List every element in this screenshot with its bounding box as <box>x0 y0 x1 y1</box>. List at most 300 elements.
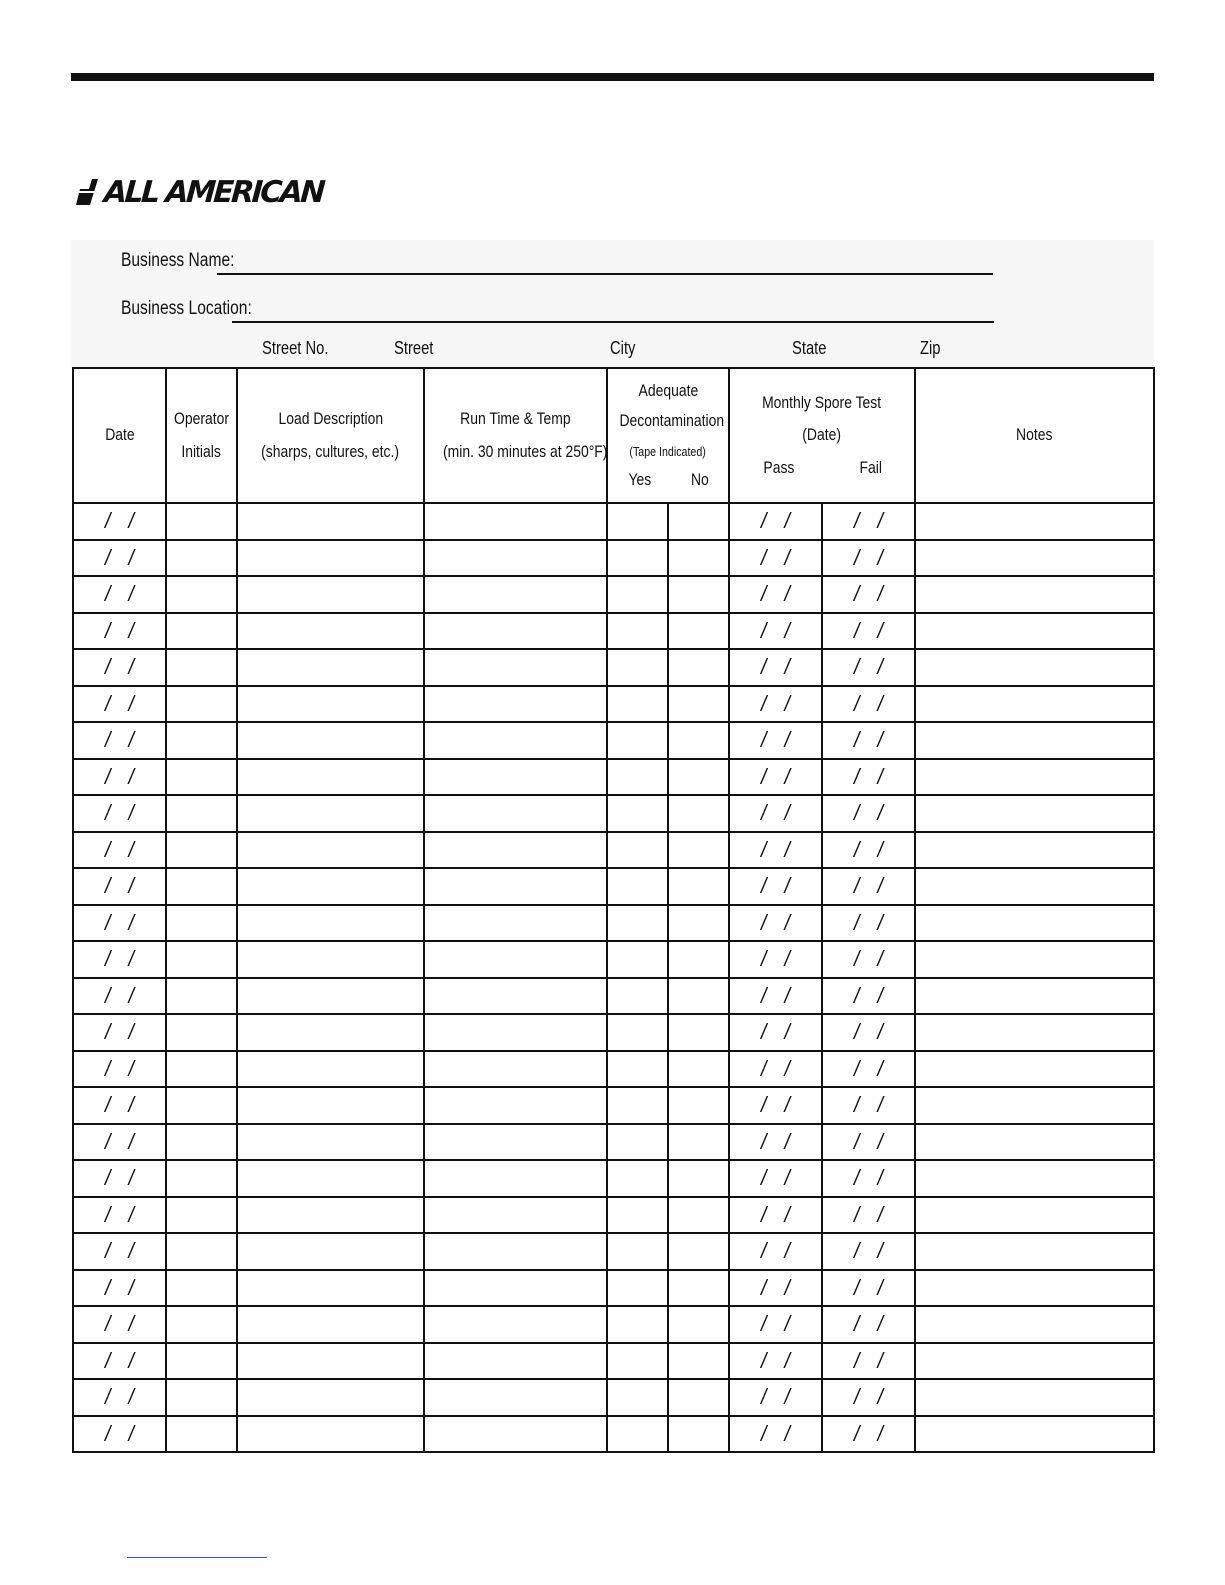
load-description-header: Load Description (sharps, cultures, etc.) <box>237 368 424 503</box>
load-description-cell[interactable] <box>237 613 424 650</box>
operator-cell[interactable] <box>166 1416 237 1453</box>
notes-cell[interactable] <box>915 540 1154 577</box>
date-slashes: / / <box>104 836 135 862</box>
load-description-cell[interactable] <box>237 1197 424 1234</box>
operator-cell[interactable] <box>166 1306 237 1343</box>
notes-cell[interactable] <box>915 978 1154 1015</box>
table-row <box>73 832 1154 869</box>
spore-fail-cell[interactable] <box>822 1087 915 1124</box>
spore-pass-cell[interactable] <box>729 1270 822 1307</box>
decon-no-cell[interactable] <box>668 941 729 978</box>
date-cell[interactable] <box>73 503 166 540</box>
operator-cell[interactable] <box>166 978 237 1015</box>
decon-yes-cell[interactable] <box>607 795 668 832</box>
decon-no-cell[interactable] <box>668 613 729 650</box>
load-description-cell[interactable] <box>237 832 424 869</box>
load-description-cell[interactable] <box>237 1416 424 1453</box>
run-time-cell[interactable] <box>424 540 607 577</box>
decon-no-cell[interactable] <box>668 1343 729 1380</box>
load-description-cell[interactable] <box>237 1379 424 1416</box>
load-description-cell[interactable] <box>237 905 424 942</box>
date-slashes: / / <box>854 581 884 607</box>
date-slashes: / / <box>761 946 791 972</box>
spore-fail-cell[interactable] <box>822 832 915 869</box>
decon-yes-cell[interactable] <box>607 978 668 1015</box>
load-description-cell[interactable] <box>237 941 424 978</box>
date-cell[interactable] <box>73 1343 166 1380</box>
spore-fail-cell[interactable] <box>822 649 915 686</box>
date-cell[interactable] <box>73 832 166 869</box>
load-description-cell[interactable] <box>237 686 424 723</box>
decon-yes-cell[interactable] <box>607 941 668 978</box>
decon-no-cell[interactable] <box>668 1416 729 1453</box>
notes-cell[interactable] <box>915 795 1154 832</box>
operator-cell[interactable] <box>166 905 237 942</box>
load-description-cell[interactable] <box>237 1160 424 1197</box>
run-time-cell[interactable] <box>424 1343 607 1380</box>
spore-fail-cell[interactable] <box>822 905 915 942</box>
spore-pass-cell[interactable] <box>729 1306 822 1343</box>
operator-cell[interactable] <box>166 1124 237 1161</box>
spore-fail-cell[interactable] <box>822 795 915 832</box>
spore-fail-cell[interactable] <box>822 722 915 759</box>
load-description-cell[interactable] <box>237 795 424 832</box>
run-time-cell[interactable] <box>424 868 607 905</box>
footer-link-underline <box>127 1557 267 1558</box>
date-slashes: / / <box>761 581 791 607</box>
spore-fail-cell[interactable] <box>822 1124 915 1161</box>
spore-pass-cell[interactable] <box>729 978 822 1015</box>
date-slashes: / / <box>104 800 135 826</box>
date-cell[interactable] <box>73 905 166 942</box>
load-description-cell[interactable] <box>237 722 424 759</box>
run-time-cell[interactable] <box>424 503 607 540</box>
decon-no-cell[interactable] <box>668 503 729 540</box>
decon-no-cell[interactable] <box>668 1051 729 1088</box>
date-slashes: / / <box>854 1019 884 1045</box>
run-time-cell[interactable] <box>424 722 607 759</box>
spore-pass-cell[interactable] <box>729 1197 822 1234</box>
decon-no-cell[interactable] <box>668 686 729 723</box>
decontamination-header: Adequate Decontamination (Tape Indicated) Yes No <box>607 368 729 503</box>
spore-pass-cell[interactable] <box>729 1416 822 1453</box>
run-time-cell[interactable] <box>424 905 607 942</box>
decon-yes-cell[interactable] <box>607 832 668 869</box>
operator-cell[interactable] <box>166 613 237 650</box>
notes-cell[interactable] <box>915 686 1154 723</box>
run-time-cell[interactable] <box>424 795 607 832</box>
decon-yes-cell[interactable] <box>607 1379 668 1416</box>
date-slashes: / / <box>761 508 791 534</box>
load-description-cell[interactable] <box>237 1051 424 1088</box>
decon-no-cell[interactable] <box>668 759 729 796</box>
spore-pass-cell[interactable] <box>729 1379 822 1416</box>
business-name-field[interactable] <box>217 273 993 275</box>
date-cell[interactable] <box>73 795 166 832</box>
operator-cell[interactable] <box>166 1343 237 1380</box>
date-cell[interactable] <box>73 649 166 686</box>
run-time-cell[interactable] <box>424 576 607 613</box>
run-time-cell[interactable] <box>424 649 607 686</box>
decon-yes-cell[interactable] <box>607 1306 668 1343</box>
date-slashes: / / <box>104 581 135 607</box>
date-slashes: / / <box>761 1384 791 1410</box>
spore-pass-cell[interactable] <box>729 1233 822 1270</box>
notes-cell[interactable] <box>915 1197 1154 1234</box>
load-description-cell[interactable] <box>237 1343 424 1380</box>
date-cell[interactable] <box>73 1416 166 1453</box>
date-slashes: / / <box>104 1420 135 1446</box>
notes-cell[interactable] <box>915 868 1154 905</box>
operator-cell[interactable] <box>166 576 237 613</box>
spore-pass-cell[interactable] <box>729 576 822 613</box>
decon-no-cell[interactable] <box>668 649 729 686</box>
date-cell[interactable] <box>73 1306 166 1343</box>
spore-fail-cell[interactable] <box>822 1233 915 1270</box>
operator-cell[interactable] <box>166 941 237 978</box>
date-cell[interactable] <box>73 722 166 759</box>
operator-cell[interactable] <box>166 540 237 577</box>
operator-cell[interactable] <box>166 1087 237 1124</box>
date-slashes: / / <box>104 982 135 1008</box>
table-row <box>73 1416 1154 1453</box>
notes-cell[interactable] <box>915 503 1154 540</box>
street-no-label: Street No. <box>262 338 329 358</box>
date-slashes: / / <box>104 617 135 643</box>
run-time-cell[interactable] <box>424 1379 607 1416</box>
notes-cell[interactable] <box>915 1343 1154 1380</box>
date-cell[interactable] <box>73 1197 166 1234</box>
date-slashes: / / <box>761 800 791 826</box>
decon-no-cell[interactable] <box>668 1270 729 1307</box>
notes-cell[interactable] <box>915 1306 1154 1343</box>
decon-no-cell[interactable] <box>668 1124 729 1161</box>
operator-cell[interactable] <box>166 1197 237 1234</box>
decon-yes-cell[interactable] <box>607 1014 668 1051</box>
spore-pass-cell[interactable] <box>729 1343 822 1380</box>
run-time-cell[interactable] <box>424 1014 607 1051</box>
load-description-cell[interactable] <box>237 1014 424 1051</box>
spore-fail-cell[interactable] <box>822 1379 915 1416</box>
decon-no-cell[interactable] <box>668 1014 729 1051</box>
decon-yes-cell[interactable] <box>607 759 668 796</box>
table-row <box>73 795 1154 832</box>
decon-yes-cell[interactable] <box>607 1124 668 1161</box>
date-cell[interactable] <box>73 941 166 978</box>
table-row <box>73 1087 1154 1124</box>
run-time-cell[interactable] <box>424 1233 607 1270</box>
load-description-cell[interactable] <box>237 1087 424 1124</box>
decon-yes-cell[interactable] <box>607 1270 668 1307</box>
date-slashes: / / <box>104 1311 135 1337</box>
date-cell[interactable] <box>73 613 166 650</box>
load-description-cell[interactable] <box>237 503 424 540</box>
date-cell[interactable] <box>73 1014 166 1051</box>
date-slashes: / / <box>854 873 884 899</box>
date-cell[interactable] <box>73 1270 166 1307</box>
operator-cell[interactable] <box>166 868 237 905</box>
spore-pass-cell[interactable] <box>729 540 822 577</box>
spore-pass-cell[interactable] <box>729 868 822 905</box>
operator-cell[interactable] <box>166 686 237 723</box>
run-time-cell[interactable] <box>424 1051 607 1088</box>
operator-cell[interactable] <box>166 503 237 540</box>
spore-fail-cell[interactable] <box>822 978 915 1015</box>
date-slashes: / / <box>761 690 791 716</box>
decon-yes-cell[interactable] <box>607 503 668 540</box>
operator-cell[interactable] <box>166 1051 237 1088</box>
table-row <box>73 1270 1154 1307</box>
run-time-cell[interactable] <box>424 1306 607 1343</box>
run-time-cell[interactable] <box>424 1160 607 1197</box>
decon-yes-cell[interactable] <box>607 868 668 905</box>
notes-cell[interactable] <box>915 1051 1154 1088</box>
decon-no-cell[interactable] <box>668 1087 729 1124</box>
date-slashes: / / <box>854 544 884 570</box>
spore-fail-cell[interactable] <box>822 1416 915 1453</box>
date-cell[interactable] <box>73 1051 166 1088</box>
load-description-cell[interactable] <box>237 1270 424 1307</box>
date-cell[interactable] <box>73 1379 166 1416</box>
spore-fail-cell[interactable] <box>822 1270 915 1307</box>
load-description-cell[interactable] <box>237 1306 424 1343</box>
spore-pass-cell[interactable] <box>729 1051 822 1088</box>
date-slashes: / / <box>854 763 884 789</box>
date-slashes: / / <box>761 873 791 899</box>
notes-cell[interactable] <box>915 576 1154 613</box>
date-slashes: / / <box>104 654 135 680</box>
operator-cell[interactable] <box>166 1379 237 1416</box>
spore-fail-cell[interactable] <box>822 759 915 796</box>
spore-pass-cell[interactable] <box>729 905 822 942</box>
spore-fail-cell[interactable] <box>822 576 915 613</box>
decon-yes-cell[interactable] <box>607 1160 668 1197</box>
date-cell[interactable] <box>73 1233 166 1270</box>
notes-cell[interactable] <box>915 613 1154 650</box>
run-time-cell[interactable] <box>424 1087 607 1124</box>
date-cell[interactable] <box>73 1087 166 1124</box>
operator-cell[interactable] <box>166 832 237 869</box>
spore-pass-cell[interactable] <box>729 1160 822 1197</box>
decon-no-cell[interactable] <box>668 832 729 869</box>
spore-fail-cell[interactable] <box>822 540 915 577</box>
operator-cell[interactable] <box>166 1014 237 1051</box>
load-description-cell[interactable] <box>237 1233 424 1270</box>
decon-yes-cell[interactable] <box>607 649 668 686</box>
spore-pass-cell[interactable] <box>729 1087 822 1124</box>
notes-cell[interactable] <box>915 905 1154 942</box>
load-description-cell[interactable] <box>237 759 424 796</box>
no-label: No <box>690 470 709 490</box>
spore-fail-cell[interactable] <box>822 1197 915 1234</box>
run-time-cell[interactable] <box>424 941 607 978</box>
date-slashes: / / <box>854 654 884 680</box>
decon-no-cell[interactable] <box>668 540 729 577</box>
table-row <box>73 1379 1154 1416</box>
date-slashes: / / <box>104 1347 135 1373</box>
date-slashes: / / <box>854 1092 884 1118</box>
run-time-cell[interactable] <box>424 613 607 650</box>
street-label: Street <box>394 338 434 358</box>
decon-no-cell[interactable] <box>668 1197 729 1234</box>
date-cell[interactable] <box>73 540 166 577</box>
spore-pass-cell[interactable] <box>729 613 822 650</box>
notes-cell[interactable] <box>915 722 1154 759</box>
top-rule <box>71 73 1154 81</box>
spore-fail-cell[interactable] <box>822 941 915 978</box>
date-slashes: / / <box>104 1165 135 1191</box>
notes-cell[interactable] <box>915 1379 1154 1416</box>
run-time-cell[interactable] <box>424 978 607 1015</box>
operator-cell[interactable] <box>166 1233 237 1270</box>
date-cell[interactable] <box>73 576 166 613</box>
business-location-field[interactable] <box>232 321 994 323</box>
decon-no-cell[interactable] <box>668 1233 729 1270</box>
table-row <box>73 1051 1154 1088</box>
notes-cell[interactable] <box>915 941 1154 978</box>
decon-no-cell[interactable] <box>668 576 729 613</box>
decon-yes-cell[interactable] <box>607 905 668 942</box>
notes-cell[interactable] <box>915 1416 1154 1453</box>
decon-no-cell[interactable] <box>668 1160 729 1197</box>
date-slashes: / / <box>104 1238 135 1264</box>
spore-pass-cell[interactable] <box>729 1124 822 1161</box>
operator-cell[interactable] <box>166 1160 237 1197</box>
notes-cell[interactable] <box>915 832 1154 869</box>
date-slashes: / / <box>104 727 135 753</box>
decon-yes-cell[interactable] <box>607 1087 668 1124</box>
date-slashes: / / <box>854 982 884 1008</box>
operator-header: Operator Initials <box>166 368 237 503</box>
date-cell[interactable] <box>73 1124 166 1161</box>
load-description-cell[interactable] <box>237 978 424 1015</box>
notes-cell[interactable] <box>915 1160 1154 1197</box>
date-cell[interactable] <box>73 759 166 796</box>
spore-fail-cell[interactable] <box>822 613 915 650</box>
decon-no-cell[interactable] <box>668 1306 729 1343</box>
spore-fail-cell[interactable] <box>822 1306 915 1343</box>
decon-no-cell[interactable] <box>668 795 729 832</box>
run-time-cell[interactable] <box>424 1124 607 1161</box>
spore-pass-cell[interactable] <box>729 795 822 832</box>
notes-cell[interactable] <box>915 1014 1154 1051</box>
table-row <box>73 1343 1154 1380</box>
spore-fail-cell[interactable] <box>822 1160 915 1197</box>
decon-no-cell[interactable] <box>668 905 729 942</box>
spore-pass-cell[interactable] <box>729 941 822 978</box>
date-slashes: / / <box>104 544 135 570</box>
decon-yes-cell[interactable] <box>607 1197 668 1234</box>
operator-cell[interactable] <box>166 1270 237 1307</box>
date-slashes: / / <box>854 617 884 643</box>
operator-cell[interactable] <box>166 722 237 759</box>
spore-pass-cell[interactable] <box>729 649 822 686</box>
log-rows <box>73 503 1154 1452</box>
table-row <box>73 649 1154 686</box>
notes-cell[interactable] <box>915 759 1154 796</box>
run-time-cell[interactable] <box>424 759 607 796</box>
decon-no-cell[interactable] <box>668 868 729 905</box>
date-slashes: / / <box>104 946 135 972</box>
notes-cell[interactable] <box>915 1233 1154 1270</box>
load-description-cell[interactable] <box>237 540 424 577</box>
notes-header: Notes <box>915 368 1154 503</box>
operator-cell[interactable] <box>166 795 237 832</box>
date-cell[interactable] <box>73 868 166 905</box>
date-slashes: / / <box>104 1201 135 1227</box>
decon-yes-cell[interactable] <box>607 1051 668 1088</box>
date-slashes: / / <box>854 836 884 862</box>
date-slashes: / / <box>854 1311 884 1337</box>
spore-test-header: Monthly Spore Test (Date) Pass Fail <box>729 368 915 503</box>
decon-no-cell[interactable] <box>668 722 729 759</box>
spore-fail-cell[interactable] <box>822 1014 915 1051</box>
notes-cell[interactable] <box>915 649 1154 686</box>
operator-cell[interactable] <box>166 759 237 796</box>
load-description-cell[interactable] <box>237 1124 424 1161</box>
run-time-cell[interactable] <box>424 832 607 869</box>
decon-yes-cell[interactable] <box>607 1343 668 1380</box>
spore-pass-cell[interactable] <box>729 686 822 723</box>
decon-yes-cell[interactable] <box>607 1233 668 1270</box>
decon-yes-cell[interactable] <box>607 722 668 759</box>
date-slashes: / / <box>761 982 791 1008</box>
run-time-cell[interactable] <box>424 1416 607 1453</box>
spore-pass-cell[interactable] <box>729 1014 822 1051</box>
yes-label: Yes <box>628 470 651 490</box>
notes-cell[interactable] <box>915 1124 1154 1161</box>
date-slashes: / / <box>854 727 884 753</box>
load-description-cell[interactable] <box>237 868 424 905</box>
decon-yes-cell[interactable] <box>607 686 668 723</box>
date-slashes: / / <box>761 1347 791 1373</box>
spore-pass-cell[interactable] <box>729 832 822 869</box>
logo-mark-icon <box>76 177 102 207</box>
date-cell[interactable] <box>73 686 166 723</box>
spore-fail-cell[interactable] <box>822 686 915 723</box>
date-slashes: / / <box>761 1201 791 1227</box>
table-row <box>73 905 1154 942</box>
date-slashes: / / <box>104 1128 135 1154</box>
date-cell[interactable] <box>73 1160 166 1197</box>
notes-cell[interactable] <box>915 1087 1154 1124</box>
spore-fail-cell[interactable] <box>822 1343 915 1380</box>
run-time-cell[interactable] <box>424 686 607 723</box>
spore-fail-cell[interactable] <box>822 503 915 540</box>
spore-pass-cell[interactable] <box>729 503 822 540</box>
spore-fail-cell[interactable] <box>822 1051 915 1088</box>
operator-cell[interactable] <box>166 649 237 686</box>
run-time-cell[interactable] <box>424 1270 607 1307</box>
date-cell[interactable] <box>73 978 166 1015</box>
spore-pass-cell[interactable] <box>729 722 822 759</box>
decon-yes-cell[interactable] <box>607 540 668 577</box>
spore-pass-cell[interactable] <box>729 759 822 796</box>
decon-no-cell[interactable] <box>668 1379 729 1416</box>
date-slashes: / / <box>761 1019 791 1045</box>
spore-fail-cell[interactable] <box>822 868 915 905</box>
table-row <box>73 722 1154 759</box>
notes-cell[interactable] <box>915 1270 1154 1307</box>
load-description-cell[interactable] <box>237 649 424 686</box>
decon-no-cell[interactable] <box>668 978 729 1015</box>
decon-yes-cell[interactable] <box>607 576 668 613</box>
decon-yes-cell[interactable] <box>607 613 668 650</box>
run-time-cell[interactable] <box>424 1197 607 1234</box>
decon-yes-cell[interactable] <box>607 1416 668 1453</box>
table-row <box>73 1014 1154 1051</box>
load-description-cell[interactable] <box>237 576 424 613</box>
